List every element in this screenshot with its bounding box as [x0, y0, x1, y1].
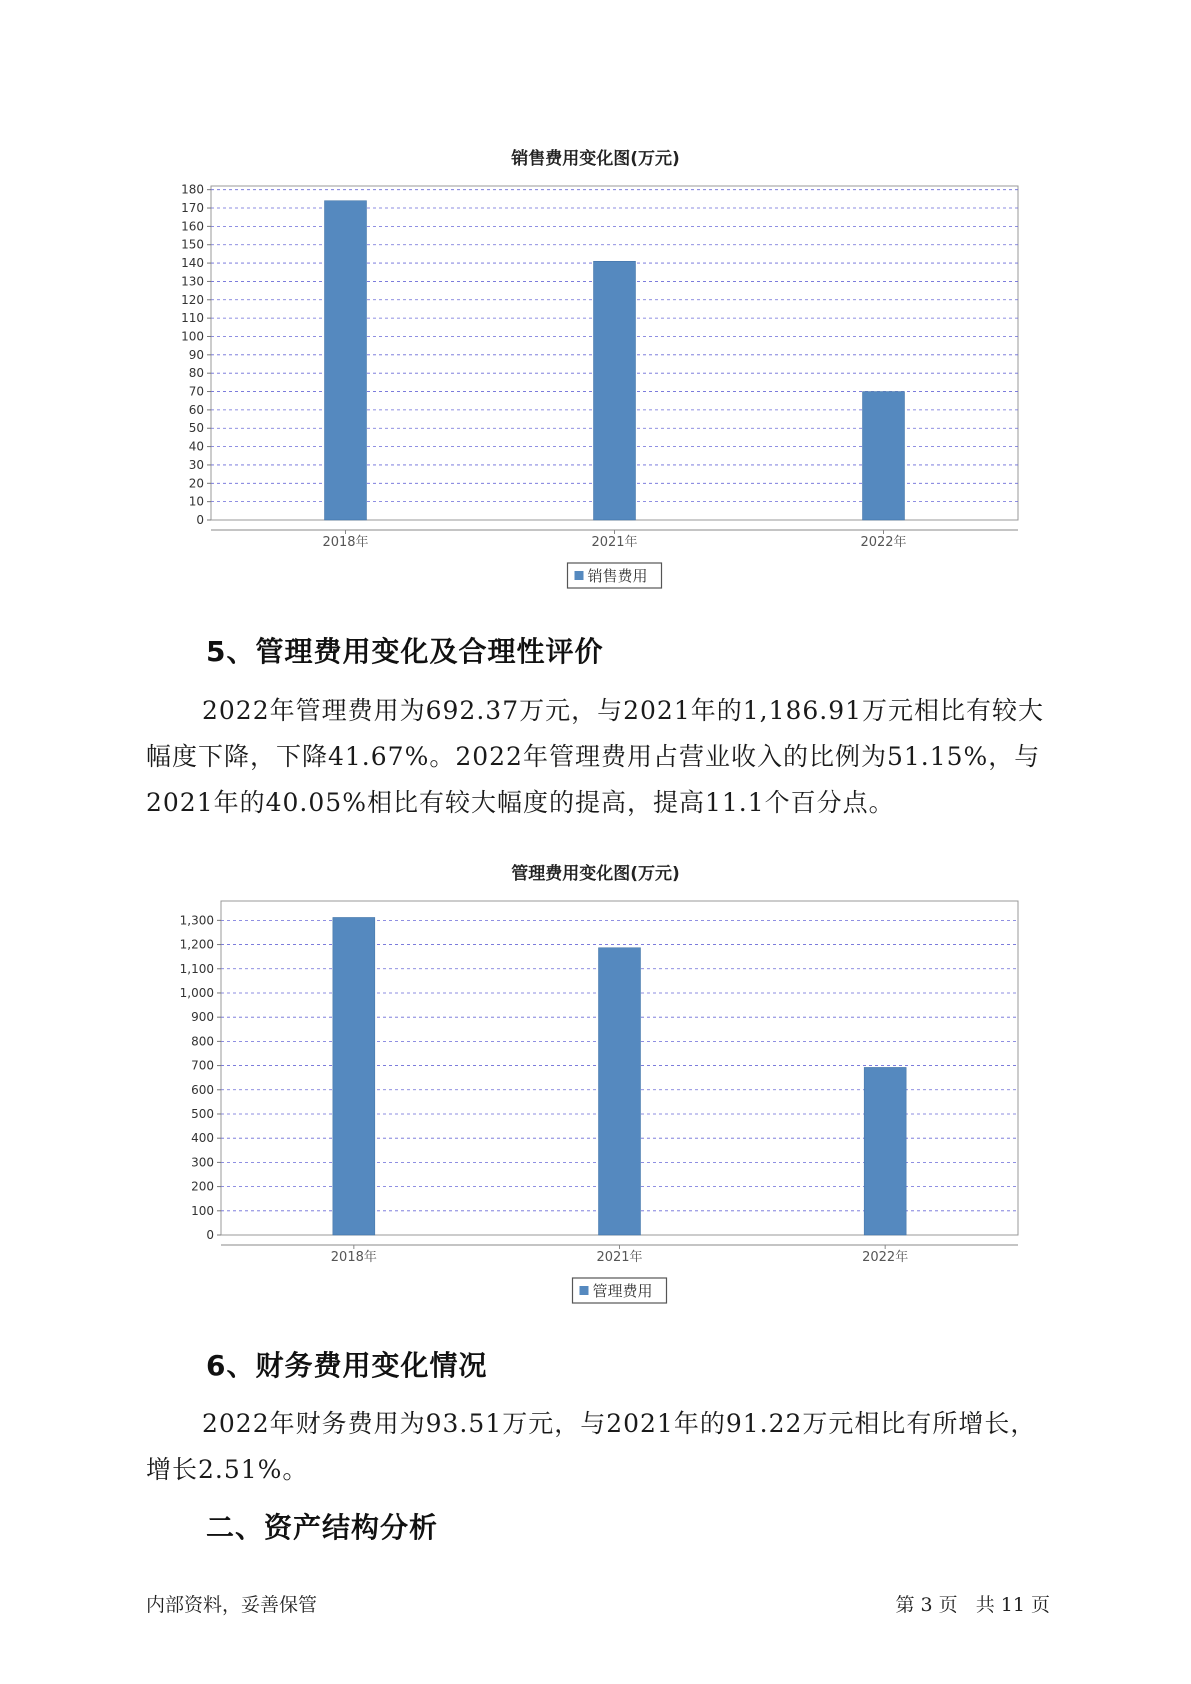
y-tick-label: 40	[188, 439, 204, 454]
bar-1	[599, 948, 641, 1235]
y-tick-label: 10	[188, 494, 204, 509]
y-tick-label: 500	[191, 1106, 214, 1121]
y-tick-label: 30	[188, 457, 204, 472]
bar-2	[864, 1067, 906, 1235]
footer-confidential-note: 内部资料，妥善保管	[146, 1594, 318, 1616]
y-tick-label: 170	[181, 201, 204, 216]
section-two-heading: 二、资产结构分析	[206, 1511, 439, 1544]
section5-heading: 5、管理费用变化及合理性评价	[206, 635, 604, 668]
y-tick-label: 900	[191, 1010, 214, 1025]
y-tick-label: 600	[191, 1082, 214, 1097]
admin-chart-title: 管理费用变化图(万元)	[511, 864, 680, 884]
y-tick-label: 110	[181, 311, 204, 326]
section6-paragraph: 2022年财务费用为93.51万元，与2021年的91.22万元相比有所增长，增长2.51%。	[146, 1409, 1037, 1484]
bar-0	[325, 201, 367, 520]
y-tick-label: 100	[181, 329, 204, 344]
x-tick-label: 2021年	[596, 1250, 643, 1265]
legend-swatch	[575, 571, 584, 580]
legend	[573, 1278, 667, 1303]
section5-paragraph: 2022年管理费用为692.37万元，与2021年的1,186.91万元相比有较大幅度下降，下降41.67%。2022年管理费用占营业收入的比例为51.15%，与2021年的40.05%相比有较大幅度的提高，提高11.1个百分点。	[146, 696, 1045, 817]
sales-expense-chart	[0, 170, 1191, 610]
bar-1	[594, 261, 636, 520]
x-tick-label: 2022年	[862, 1250, 909, 1265]
y-tick-label: 150	[181, 237, 204, 252]
y-tick-label: 120	[181, 292, 204, 307]
y-tick-label: 130	[181, 274, 204, 289]
y-tick-label: 0	[206, 1228, 214, 1242]
y-tick-label: 60	[188, 402, 204, 417]
legend	[568, 563, 662, 588]
y-tick-label: 1,300	[179, 913, 214, 928]
y-tick-label: 70	[188, 384, 204, 399]
bar-0	[333, 917, 375, 1235]
section6-heading: 6、财务费用变化情况	[206, 1349, 488, 1382]
y-tick-label: 180	[181, 182, 204, 197]
y-tick-label: 800	[191, 1034, 214, 1049]
bar-2	[863, 392, 905, 520]
legend-label: 销售费用	[587, 567, 648, 585]
legend-label: 管理费用	[592, 1282, 653, 1300]
y-tick-label: 80	[188, 366, 204, 381]
admin-expense-chart	[0, 886, 1191, 1326]
y-tick-label: 100	[191, 1203, 214, 1218]
y-tick-label: 400	[191, 1131, 214, 1146]
y-tick-label: 50	[188, 421, 204, 436]
sales-chart-title: 销售费用变化图(万元)	[511, 149, 680, 169]
y-tick-label: 0	[196, 513, 204, 527]
y-tick-label: 700	[191, 1058, 214, 1073]
y-tick-label: 1,000	[179, 985, 214, 1000]
y-tick-label: 140	[181, 256, 204, 271]
x-tick-label: 2022年	[860, 535, 907, 550]
y-tick-label: 1,100	[179, 961, 214, 976]
x-tick-label: 2018年	[330, 1250, 377, 1265]
y-tick-label: 20	[188, 476, 204, 491]
y-tick-label: 160	[181, 219, 204, 234]
legend-swatch	[580, 1286, 589, 1295]
y-tick-label: 200	[191, 1179, 214, 1194]
y-tick-label: 1,200	[179, 937, 214, 952]
y-tick-label: 90	[188, 347, 204, 362]
footer-page-number: 第 3 页 共 11 页	[895, 1594, 1050, 1616]
x-tick-label: 2018年	[322, 535, 369, 550]
x-tick-label: 2021年	[591, 535, 638, 550]
y-tick-label: 300	[191, 1155, 214, 1170]
